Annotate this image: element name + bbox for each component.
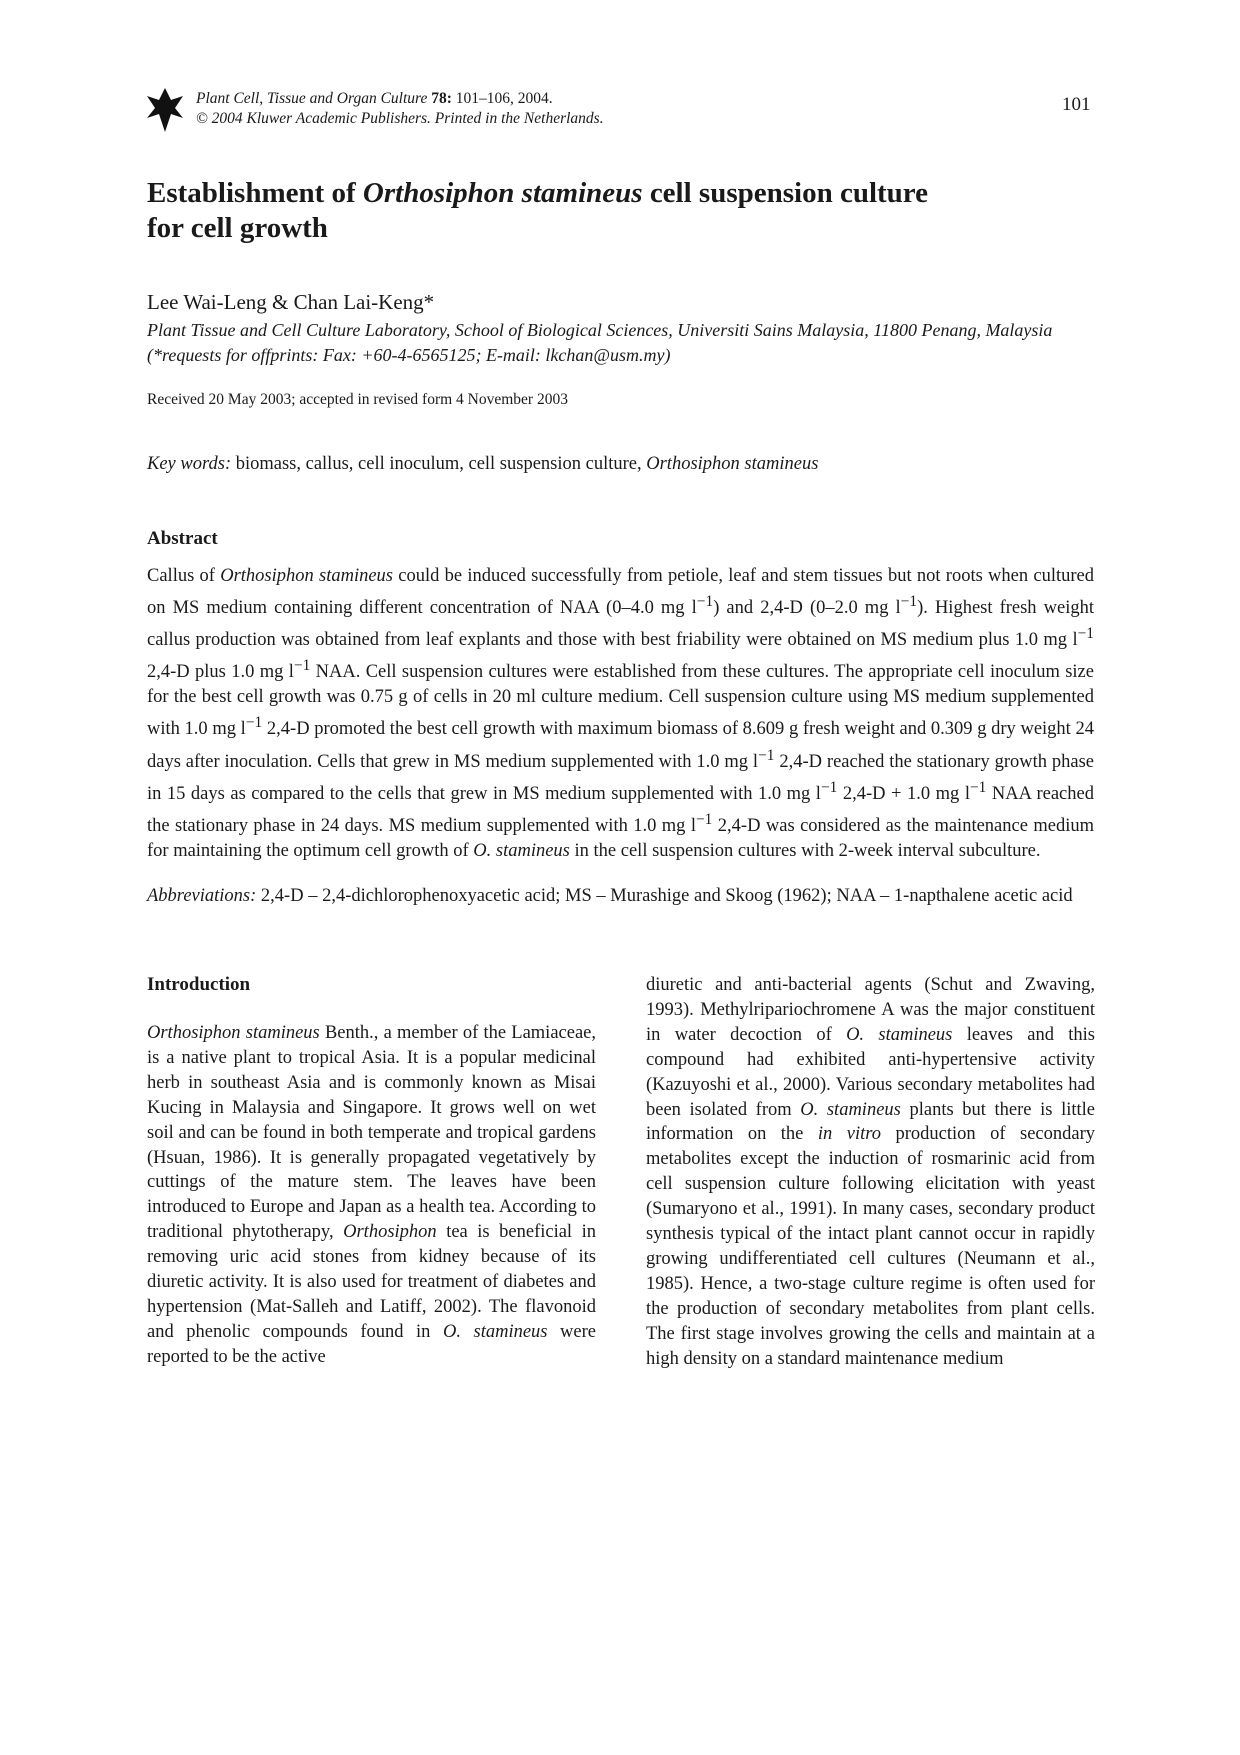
introduction-column-left: Orthosiphon stamineus Benth., a member of the Lamiaceae, is a native plant to tropical Asia. It is a popular medicinal herb in southeast Asia and is commonly known as Misai Kucing in Malaysia and Singapore. It grows well on wet soil and can be found in both temperate and tropical gardens (Hsuan, 1986). It is generally propagated vegetatively by cuttings of the mature stem. The leaves have been introduced to Europe and Japan as a health tea. According to traditional phytotherapy, Orthosiphon tea is beneficial in removing uric acid stones from kidney because of its diuretic activity. It is also used for treatment of diabetes and hypertension (Mat-Salleh and Latiff, 2002). The flavonoid and phenolic compounds found in O. stamineus were reported to be the active [147, 1023, 596, 1367]
journal-pages: 101–106, 2004. [455, 90, 553, 107]
abbreviations-label: Abbreviations: [147, 886, 257, 906]
page-number: 101 [1062, 94, 1091, 115]
publisher-logo-icon [147, 88, 183, 132]
keywords: Key words: biomass, callus, cell inoculum, cell suspension culture, Orthosiphon stamineus [147, 454, 819, 474]
affiliation: Plant Tissue and Cell Culture Laboratory, School of Biological Sciences, Universiti Sains Malaysia, 11800 Penang, Malaysia (*requests for offprints: Fax: +60-4-6565125; E-mail: lkchan@usm.my) [147, 320, 1053, 365]
copyright-line: © 2004 Kluwer Academic Publishers. Printed in the Netherlands. [196, 110, 604, 127]
paper-title: Establishment of Orthosiphon stamineus cell suspension culture for cell growth [147, 177, 929, 244]
title-species: Orthosiphon stamineus [362, 177, 643, 209]
journal-volume: 78: [431, 90, 452, 107]
journal-citation [196, 89, 604, 129]
abstract-heading: Abstract [147, 528, 218, 549]
received-dates: Received 20 May 2003; accepted in revised form 4 November 2003 [147, 391, 568, 408]
journal-name: Plant Cell, Tissue and Organ Culture [196, 90, 428, 107]
abbreviations: Abbreviations: 2,4-D – 2,4-dichlorophenoxyacetic acid; MS – Murashige and Skoog (1962); NAA – 1-napthalene acetic acid [147, 886, 1073, 906]
keywords-label: Key words: [147, 454, 232, 474]
introduction-heading: Introduction [147, 974, 251, 995]
introduction-column-right: diuretic and anti-bacterial agents (Schut and Zwaving, 1993). Methylripariochromene A was the major constituent in water decoction of O. stamineus leaves and this compound had exhibited anti-hypertensive activity (Kazuyoshi et al., 2000). Various secondary metabolites had been isolated from O. stamineus plants but there is little information on the in vitro production of secondary metabolites except the induction of rosmarinic acid from cell suspension culture following elicitation with yeast (Sumaryono et al., 1991). In many cases, secondary product synthesis typical of the intact plant cannot occur in rapidly growing undifferentiated cell cultures (Neumann et al., 1985). Hence, a two-stage culture regime is often used for the production of secondary metabolites from plant cells. The first stage involves growing the cells and maintain at a high density on a standard maintenance medium [646, 975, 1095, 1369]
authors: Lee Wai-Leng & Chan Lai-Keng* [147, 290, 435, 314]
abstract-text: Callus of Orthosiphon stamineus could be induced successfully from petiole, leaf and stem tissues but not roots when cultured on MS medium containing different concentration of NAA (0–4.0 mg $l^{-1}$) and 2,4-D (0–2.0 mg $l^{-1}$). Highest fresh weight callus production was obtained from leaf explants and those with best friability were obtained on MS medium plus 1.0 mg $l^{-1}$ 2,4-D plus 1.0 mg $l^{-1}$ NAA. Cell suspension cultures were established from these cultures. The appropriate cell inoculum size for the best cell growth was 0.75 g of cells in 20 ml culture medium. Cell suspension culture using MS medium supplemented with 1.0 mg $l^{-1}$ 2,4-D promoted the best cell growth with maximum biomass of 8.609 g fresh weight and 0.309 g dry weight 24 days after inoculation. Cells that grew in MS medium supplemented with 1.0 mg $l^{-1}$ 2,4-D reached the stationary growth phase in 15 days as compared to the cells that grew in MS medium supplemented with 1.0 mg $l^{-1}$ 2,4-D + 1.0 mg $l^{-1}$ NAA reached the stationary phase in 24 days. MS medium supplemented with 1.0 mg $l^{-1}$ 2,4-D was considered as the maintenance medium for maintaining the optimum cell growth of O. stamineus in the cell suspension cultures with 2-week interval subculture. [147, 566, 1094, 862]
